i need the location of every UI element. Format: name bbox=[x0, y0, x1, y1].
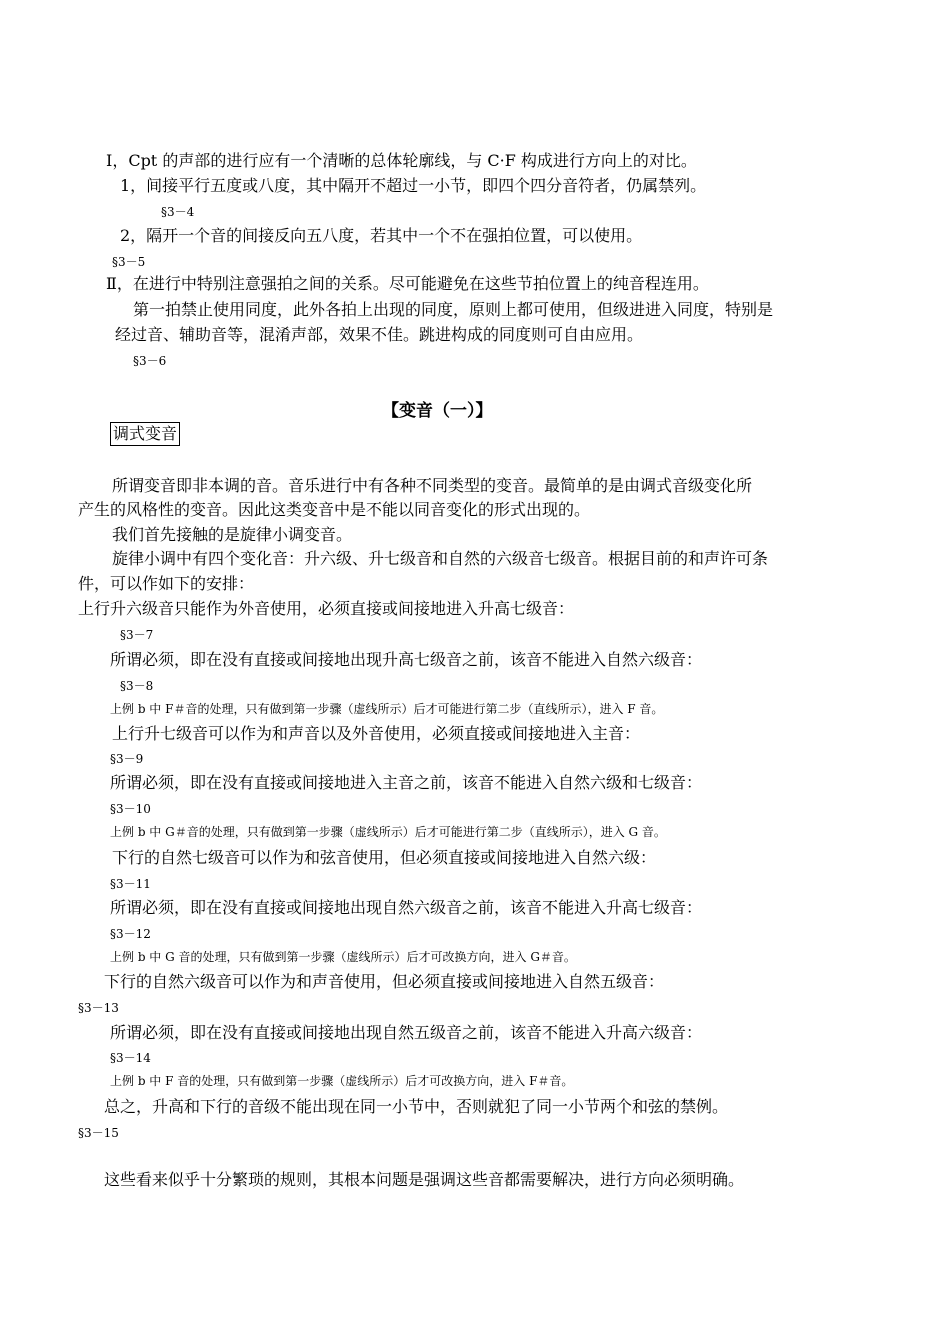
rule-line: 所谓必须，即在没有直接或间接地出现自然五级音之前，该音不能进入升高六级音： bbox=[110, 1023, 703, 1042]
example-ref: §3－9 bbox=[110, 752, 144, 766]
rule-1-text: 1，间接平行五度或八度，其中隔开不超过一小节，即四个四分音符者，仍属禁列。 bbox=[120, 176, 707, 195]
paragraph-line: 产生的风格性的变音。因此这类变音中是不能以同音变化的形式出现的。 bbox=[78, 500, 591, 519]
rule-line: 上行升六级音只能作为外音使用，必须直接或间接地进入升高七级音： bbox=[78, 599, 575, 618]
rule-line: 下行的自然六级音可以作为和声音使用，但必须直接或间接地进入自然五级音： bbox=[104, 972, 665, 991]
example-ref: §3－7 bbox=[120, 628, 154, 642]
subsection-title-box bbox=[110, 426, 180, 442]
chapter-heading: 【变音（一）】 bbox=[382, 401, 493, 421]
paragraph-line: 所谓变音即非本调的音。音乐进行中有各种不同类型的变音。最简单的是由调式音级变化所 bbox=[112, 476, 753, 495]
rule-2-text: 2，隔开一个音的间接反向五八度，若其中一个不在强拍位置，可以使用。 bbox=[120, 226, 643, 245]
example-ref: §3－5 bbox=[112, 255, 146, 269]
example-ref: §3－10 bbox=[110, 802, 151, 816]
rule-line: 所谓必须，即在没有直接或间接地出现升高七级音之前，该音不能进入自然六级音： bbox=[110, 650, 703, 669]
example-ref: §3－4 bbox=[161, 205, 195, 219]
summary-line: 总之，升高和下行的音级不能出现在同一小节中，否则就犯了同一小节两个和弦的禁例。 bbox=[104, 1097, 729, 1116]
example-note: 上例 b 中 G＃音的处理，只有做到第一步骤（虚线所示）后才可能进行第二步（直线所示），进入 G 音。 bbox=[110, 825, 666, 839]
example-note: 上例 b 中 F＃音的处理，只有做到第一步骤（虚线所示）后才可能进行第二步（直线所示），进入 F 音。 bbox=[110, 702, 664, 716]
subsection-title: 调式变音 bbox=[110, 422, 180, 446]
example-note: 上例 b 中 F 音的处理，只有做到第一步骤（虚线所示）后才可改换方向，进入 F＃音。 bbox=[110, 1074, 574, 1088]
section-two-heading: Ⅱ，在进行中特别注意强拍之间的关系。尽可能避免在这些节拍位置上的纯音程连用。 bbox=[106, 274, 709, 293]
example-ref: §3－11 bbox=[110, 877, 151, 891]
example-ref: §3－14 bbox=[110, 1051, 151, 1065]
rule-line: 下行的自然七级音可以作为和弦音使用，但必须直接或间接地进入自然六级： bbox=[112, 848, 657, 867]
example-ref: §3－15 bbox=[78, 1126, 119, 1140]
example-ref: §3－6 bbox=[133, 354, 167, 368]
paragraph-line: 第一拍禁止使用同度，此外各拍上出现的同度，原则上都可使用，但级进进入同度，特别是 bbox=[133, 300, 774, 319]
paragraph-line: 旋律小调中有四个变化音：升六级、升七级音和自然的六级音七级音。根据目前的和声许可条 bbox=[112, 549, 769, 568]
example-note: 上例 b 中 G 音的处理，只有做到第一步骤（虚线所示）后才可改换方向，进入 G＃音。 bbox=[110, 950, 576, 964]
paragraph-line: 我们首先接触的是旋律小调变音。 bbox=[112, 525, 353, 544]
paragraph-line: 件，可以作如下的安排： bbox=[78, 574, 255, 593]
paragraph-line: 经过音、辅助音等，混淆声部，效果不佳。跳进构成的同度则可自由应用。 bbox=[115, 325, 644, 344]
section-one-heading: Ⅰ，Cpt 的声部的进行应有一个清晰的总体轮廓线，与 C·F 构成进行方向上的对比。 bbox=[106, 151, 697, 170]
closing-line: 这些看来似乎十分繁琐的规则，其根本问题是强调这些音都需要解决，进行方向必须明确。 bbox=[104, 1170, 745, 1189]
example-ref: §3－8 bbox=[120, 679, 154, 693]
example-ref: §3－13 bbox=[78, 1001, 119, 1015]
example-ref: §3－12 bbox=[110, 927, 151, 941]
rule-line: 所谓必须，即在没有直接或间接地出现自然六级音之前，该音不能进入升高七级音： bbox=[110, 898, 703, 917]
rule-line: 上行升七级音可以作为和声音以及外音使用，必须直接或间接地进入主音： bbox=[112, 724, 641, 743]
rule-line: 所谓必须，即在没有直接或间接地进入主音之前，该音不能进入自然六级和七级音： bbox=[110, 773, 703, 792]
